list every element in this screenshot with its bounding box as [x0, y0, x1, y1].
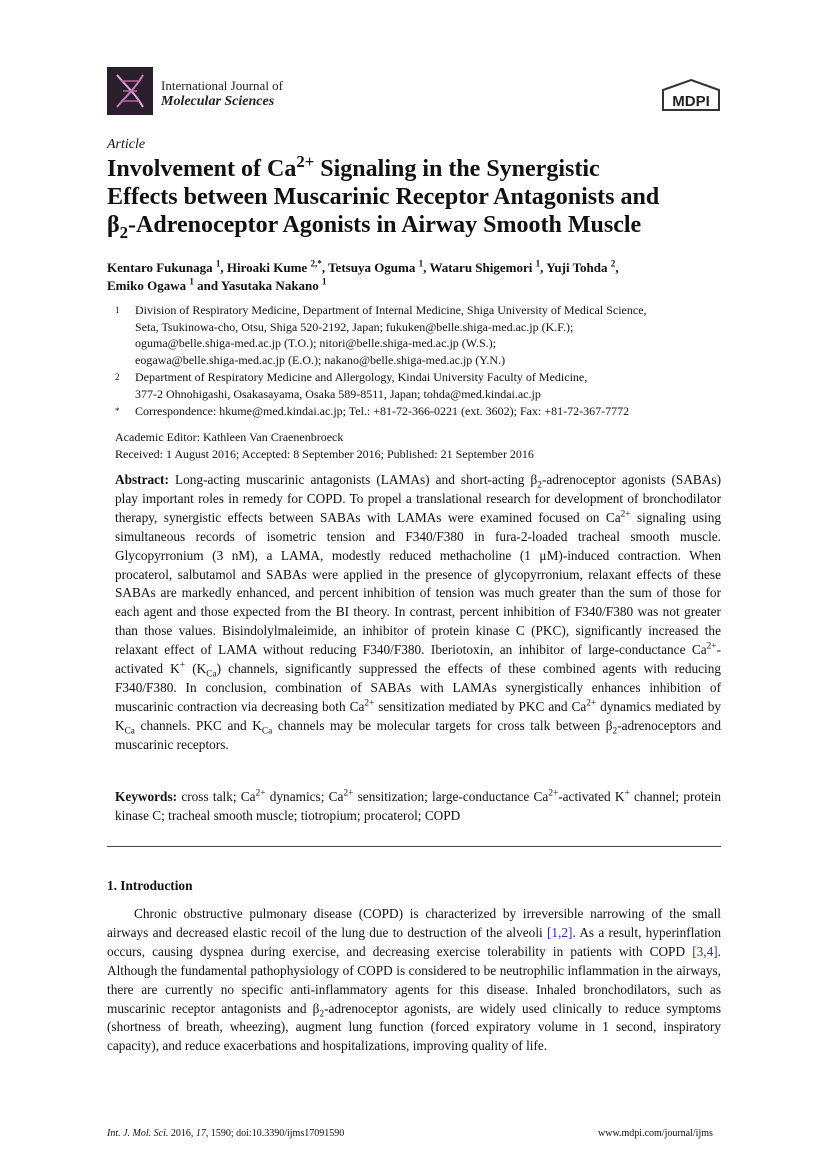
editor-dates	[115, 429, 534, 463]
journal-name	[161, 78, 283, 110]
affiliation-number: 2	[115, 372, 120, 382]
affiliation-2: Department of Respiratory Medicine and Allergology, Kindai University Faculty of Medicine, 377-2 Ohnohigashi, Osakasayama, Osaka 589-8511, Japan; tohda@med.kindai.ac.jp	[135, 370, 588, 401]
affiliation-1: Division of Respiratory Medicine, Department of Internal Medicine, Shiga University of Medical Science, Seta, Tsukinowa-cho, Otsu, Shiga 520-2192, Japan; fukuken@belle.shiga-med.ac.jp (K.F.); oguma@belle.shiga-med.ac.jp (T.O.); nitori@belle.shiga-med.ac.jp (W.S.); eogawa@belle.shiga-med.ac.jp (E.O.); nakano@belle.shiga-med.ac.jp (Y.N.)	[135, 303, 647, 367]
mdpi-logo	[660, 78, 722, 117]
mdpi-logo-text: MDPI	[672, 93, 710, 110]
footer-citation: Int. J. Mol. Sci. 2016, 17, 1590; doi:10.3390/ijms17091590	[107, 1128, 345, 1139]
author-list: Kentaro Fukunaga $^1$, Hiroaki Kume $^{2,*}$, Tetsuya Oguma $^1$, Wataru Shigemori $^1$, Yuji Tohda $^2$, Emiko Ogawa $^1$ and Yasutaka Nakano $^1$	[107, 258, 619, 293]
paper-title: Involvement of $Ca^{2+}$ Signaling in the Synergistic Effects between Muscarinic Receptor Antagonists and $\beta_2$-Adrenoceptor Agonists in Airway Smooth Muscle	[107, 152, 660, 242]
abstract: Abstract: Long-acting muscarinic antagonists (LAMAs) and short-acting $\beta_2$-adrenoceptor agonists (SABAs) play important roles in remedy for COPD. To propel a translational research for development of bronchodilator therapy, synergistic effects between SABAs with LAMAs were examined focused on $Ca^{2+}$ signaling using simultaneous records of isometric tension and F340/F380 in fura-2-loaded tracheal smooth muscle. Glycopyrronium (3 nM), a LAMA, modestly reduced methacholine (1 μM)-induced contraction. When procaterol, salbutamol and SABAs were applied in the presence of glycopyrronium, relaxant effects of these SABAs are markedly enhanced, and percent inhibition of tension was much greater than the sum of those for each agent and those expected from the BI theory. In contrast, percent inhibition of F340/F380 was not greater than those values. Bisindolylmaleimide, an inhibitor of protein kinase C (PKC), significantly increased the relaxant effect of LAMA without reducing F340/F380. Iberiotoxin, an inhibitor of large-conductance $Ca^{2+}$-activated K+ $(K_{Ca})$ channels, significantly suppressed the effects of these combined agents with reducing F340/F380. In conclusion, combination of SABAs with LAMAs synergistically enhances inhibition of muscarinic contraction via decreasing both $Ca^{2+}$ sensitization mediated by PKC and $Ca^{2+}$ dynamics mediated by $K_{Ca}$ channels. PKC and $K_{Ca}$ channels may be molecular targets for cross talk between $\beta_2$-adrenoceptors and muscarinic receptors.	[115, 472, 722, 752]
keywords: Keywords: cross talk; $Ca^{2+}$ dynamics; $Ca^{2+}$ sensitization; large-conductance $Ca^{2+}$-activated K+ channel; protein kinase C; tracheal smooth muscle; tiotropium; procaterol; COPD	[115, 788, 722, 823]
section-heading: 1. Introduction	[107, 878, 193, 893]
footer-url[interactable]: www.mdpi.com/journal/ijms	[598, 1128, 713, 1139]
correspondence: Correspondence: hkume@med.kindai.ac.jp; Tel.: +81-72-366-0221 (ext. 3602); Fax: +81-72-367-7772	[135, 404, 630, 418]
correspondence-marker: *	[115, 406, 120, 416]
introduction-paragraph: Chronic obstructive pulmonary disease (COPD) is characterized by irreversible narrowing of the small airways and decreased elastic recoil of the lung due to destruction of the alveoli [1,2]. As a result, hyperinflation occurs, causing dyspnea during exercise, and decreasing exercise tolerability in patients with COPD [3,4]. Although the fundamental pathophysiology of COPD is considered to be neutrophilic inflammation in the airways, there are currently no specific anti-inflammatory agents for this disease. Inhaled bronchodilators, such as muscarinic receptor antagonists and $\beta_2$-adrenoceptor agonists, are widely used clinically to reduce symptoms (shortness of breath, wheezing), augment lung function (forced expiratory volume in 1 second, inspiratory capacity), and reduce exacerbations and hospitalizations, improving quality of life.	[107, 906, 721, 1054]
citation-link[interactable]: [3,4]	[692, 943, 718, 959]
journal-line2: Molecular Sciences	[161, 94, 275, 109]
affiliation-number: 1	[115, 305, 120, 315]
journal-line1: International Journal of	[161, 78, 284, 93]
article-type: Article	[107, 137, 146, 152]
journal-logo	[107, 67, 153, 115]
dates: Received: 1 August 2016; Accepted: 8 September 2016; Published: 21 September 2016	[115, 447, 534, 461]
citation-link[interactable]: [1,2]	[546, 924, 573, 940]
academic-editor: Academic Editor: Kathleen Van Craenenbroeck	[115, 430, 344, 444]
section-divider	[107, 846, 721, 847]
